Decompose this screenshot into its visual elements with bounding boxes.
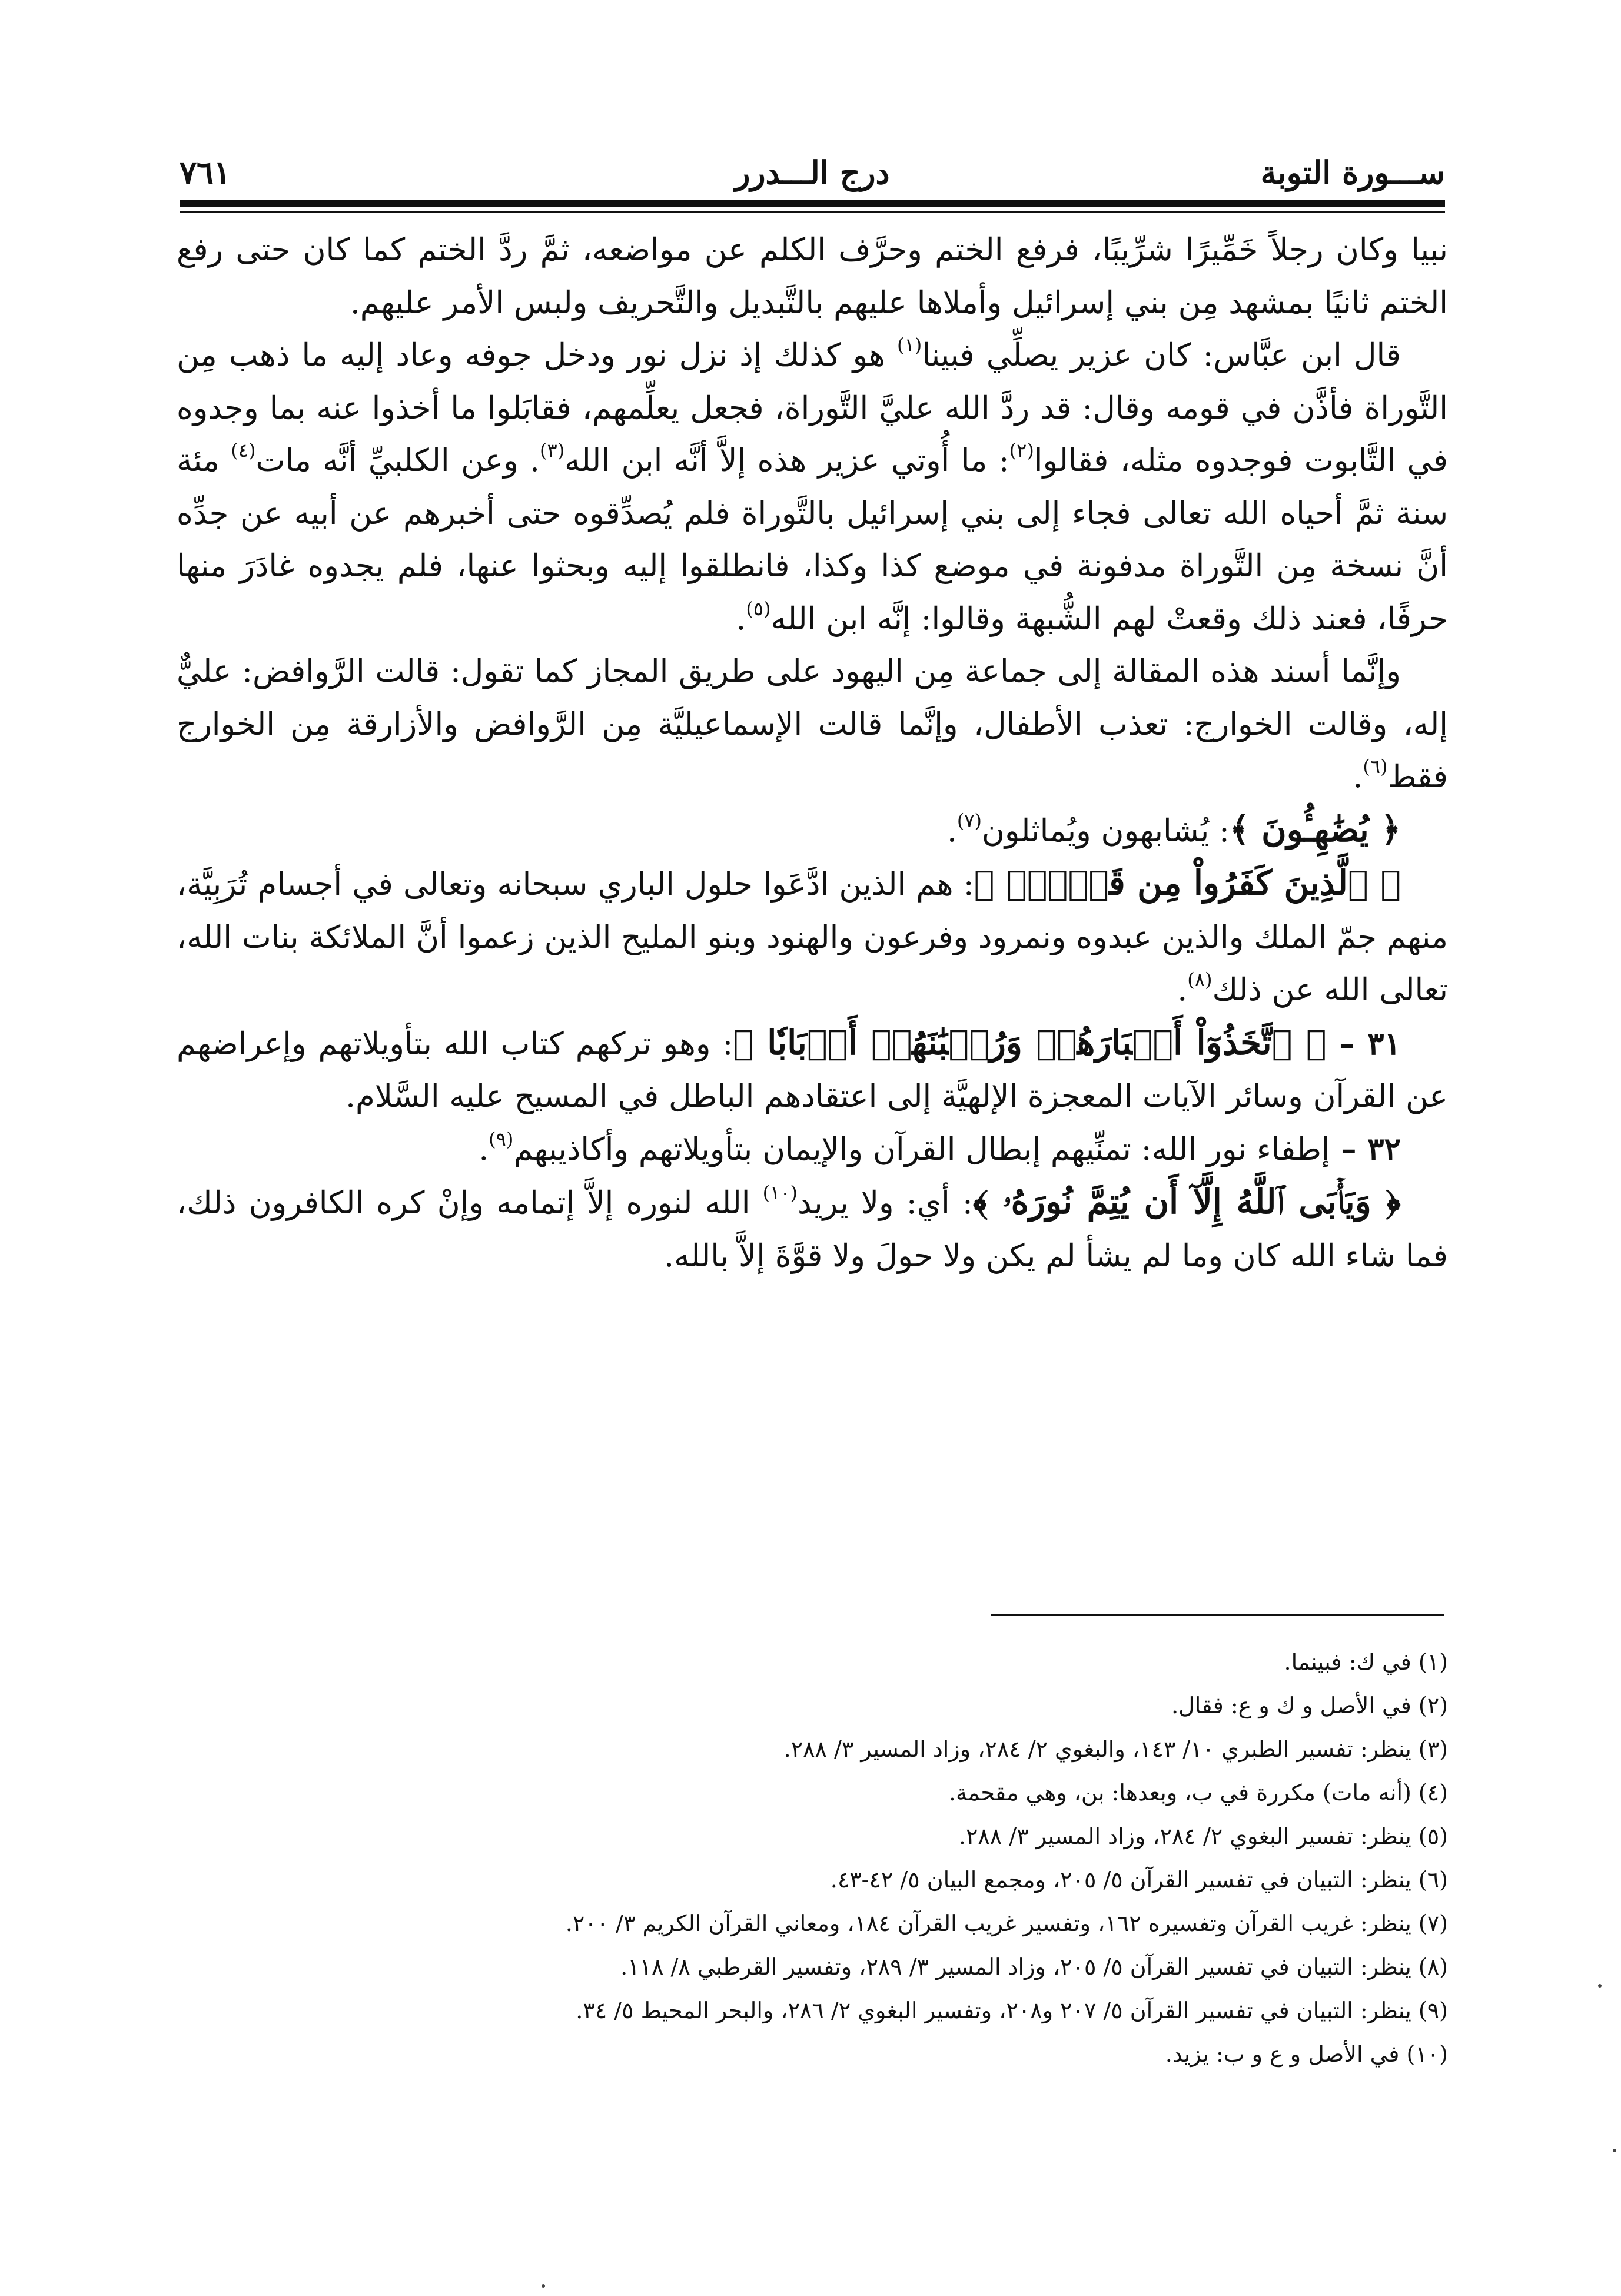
footnote: (١٠) في الأصل و ع و ب: يزيد. bbox=[1165, 2041, 1448, 2067]
footnote: (٩) ينظر: التبيان في تفسير القرآن ٥/ ٢٠٧ و٢٠٨، وتفسير البغوي ٢/ ٢٨٦، والبحر المحيط ٥/ ٣٤. bbox=[576, 1998, 1448, 2023]
text-run: نبيا وكان رجلاً خَمِّيرًا شرِّيبًا، فرفع الختم وحرَّف الكلم عن مواضعه، ثمَّ ردَّ الختم كما كان حتى رفع الختم ثانيًا بمشهد مِن بني إسرائيل وأملاها عليهم بالتَّبديل والتَّحريف ولبس الأمر عليهم. bbox=[177, 232, 1448, 321]
footnote-ref[interactable]: (٣) bbox=[540, 439, 565, 462]
footnote-ref[interactable]: (١) bbox=[897, 334, 922, 356]
text-run: . bbox=[736, 600, 746, 637]
text-run: . bbox=[946, 812, 957, 849]
header-rule-thick bbox=[180, 200, 1445, 207]
paragraph bbox=[177, 1176, 1448, 1282]
verse-number: ٣١ – bbox=[1326, 1025, 1401, 1062]
surah-title: ســـورة التوبة bbox=[1260, 154, 1445, 191]
paragraph bbox=[177, 329, 1448, 645]
paragraph bbox=[177, 645, 1448, 804]
text-run: مئة سنة ثمَّ أحياه الله تعالى فجاء إلى بني إسرائيل بالتَّوراة فلم يُصدِّقوه حتى أخبرهم عن أبيه عن جدِّه أنَّ نسخة مِن التَّوراة مدفونة في موضع كذا وكذا، فانطلقوا إليه وبحثوا عنها، فلم يجدوه غادَرَ منها حرفًا، فعند ذلك وقعتْ لهم الشُّبهة وقالوا: إنَّه ابن الله bbox=[177, 443, 1448, 637]
running-header bbox=[180, 146, 1445, 199]
text-run: : وهو تركهم كتاب الله بتأويلاتهم وإعراضهم عن القرآن وسائر الآيات المعجزة الإلهيَّة إلى اعتقادهم الباطل في المسيح عليه السَّلام. bbox=[177, 1026, 1448, 1114]
footnote-ref[interactable]: (٢) bbox=[1009, 439, 1034, 462]
footnote-ref[interactable]: (١٠) bbox=[762, 1182, 798, 1204]
text-run: : أي: ولا يريد bbox=[798, 1185, 973, 1221]
footnote-separator bbox=[991, 1614, 1444, 1616]
text-run: : ما أُوتي عزير هذه إلاَّ أنَّه ابن الله bbox=[564, 443, 1009, 479]
footnotes bbox=[177, 1640, 1448, 2076]
text-run: وإنَّما أسند هذه المقالة إلى جماعة مِن اليهود على طريق المجاز كما تقول: قالت الرَّوافض: عليٌّ إله، وقالت الخوارج: تعذب الأطفال، وإنَّما قالت الإسماعيليَّة مِن الرَّوافض والأزارقة مِن الخوارج فقط bbox=[177, 653, 1448, 795]
footnote-ref[interactable]: (٤) bbox=[231, 439, 256, 462]
footnote: (٦) ينظر: التبيان في تفسير القرآن ٥/ ٢٠٥، ومجمع البيان ٥/ ٤٢-٤٣. bbox=[830, 1867, 1448, 1893]
scan-speck bbox=[1613, 2149, 1616, 2152]
main-text bbox=[177, 224, 1448, 1282]
footnote: (٥) ينظر: تفسير البغوي ٢/ ٢٨٤، وزاد المسير ٣/ ٢٨٨. bbox=[958, 1823, 1448, 1849]
quran-quote: ﴿ وَيَأۡبَى ٱللَّهُ إِلَّآ أَن يُتِمَّ نُورَهُۥ ﴾ bbox=[972, 1182, 1401, 1222]
footnote-ref[interactable]: (٧) bbox=[956, 809, 982, 832]
quran-quote: ﴿ ٱلَّذِينَ كَفَرُواْ مِن قَبۡلُۚ ﴾ bbox=[974, 863, 1401, 903]
scan-speck bbox=[1598, 1984, 1602, 1988]
footnote: (٨) ينظر: التبيان في تفسير القرآن ٥/ ٢٠٥، وزاد المسير ٣/ ٢٨٩، وتفسير القرطبي ٨/ ١١٨. bbox=[620, 1954, 1448, 1980]
footnote: (٧) ينظر: غريب القرآن وتفسيره ١٦٢، وتفسير غريب القرآن ١٨٤، ومعاني القرآن الكريم ٣/ ٢٠٠. bbox=[565, 1910, 1448, 1936]
text-run: قال ابن عبَّاس: كان عزير يصلِّي فبينا bbox=[922, 337, 1401, 373]
footnote-ref[interactable]: (٨) bbox=[1187, 968, 1213, 991]
scan-speck bbox=[542, 2284, 545, 2288]
footnote-ref[interactable]: (٦) bbox=[1363, 755, 1388, 778]
footnote: (٢) في الأصل و ك و ع: فقال. bbox=[1171, 1693, 1448, 1718]
paragraph bbox=[177, 1017, 1448, 1123]
paragraph bbox=[177, 224, 1448, 329]
page-number: ٧٦١ bbox=[180, 154, 231, 191]
text-run: إطفاء نور الله: تمنِّيهم إبطال القرآن والإيمان بتأويلاتهم وأكاذيبهم bbox=[513, 1131, 1330, 1167]
paragraph bbox=[177, 804, 1448, 858]
footnote: (١) في ك: فبينما. bbox=[1284, 1649, 1448, 1675]
book-title: درج الـــدرر bbox=[735, 154, 890, 191]
text-run: . bbox=[1177, 972, 1188, 1008]
text-run: الله لنوره إلاَّ إتمامه وإنْ كره الكافرون ذلك، فما شاء الله كان وما لم يشأ لم يكن ولا حولَ ولا قوَّةَ إلاَّ بالله. bbox=[177, 1185, 1448, 1274]
quran-quote: ﴿ ٱتَّخَذُوٓاْ أَحۡبَارَهُمۡ وَرُهۡبَٰنَهُمۡ أَرۡبَابٗا ﴾ bbox=[733, 1022, 1327, 1063]
text-run: . bbox=[479, 1131, 489, 1167]
footnote-ref[interactable]: (٩) bbox=[489, 1127, 514, 1150]
quran-quote: ﴿ يُضَٰهِـُٔونَ ﴾ bbox=[1229, 809, 1401, 850]
text-run: : يُشابهون ويُماثلون bbox=[981, 812, 1230, 849]
text-run: : هم الذين ادَّعَوا حلول الباري سبحانه وتعالى في أجسام تُرَبِيَّة، منهم جمّ الملك والذين عبدوه ونمرود وفرعون والهنود وبنو المليح الذين زعموا أنَّ الملائكة بنات الله، تعالى الله عن ذلك bbox=[177, 867, 1448, 1008]
header-rule-thin bbox=[180, 211, 1445, 213]
text-run: . bbox=[1353, 759, 1363, 795]
paragraph bbox=[177, 857, 1448, 1017]
verse-number: ٣٢ – bbox=[1330, 1130, 1401, 1167]
text-run: هو كذلك إذ نزل نور ودخل جوفه وعاد إليه ما ذهب مِن التَّوراة فأذَّن في قومه وقال: قد ردَّ الله عليَّ التَّوراة، فجعل يعلِّمهم، فقابَلوا ما أخذوا عنه بما وجدوه في التَّابوت فوجدوه مثله، فقالوا bbox=[177, 337, 1448, 479]
paragraph bbox=[177, 1123, 1448, 1176]
footnote: (٤) (أنه مات) مكررة في ب، وبعدها: بن، وهي مقحمة. bbox=[948, 1780, 1448, 1806]
footnote: (٣) ينظر: تفسير الطبري ١٠/ ١٤٣، والبغوي ٢/ ٢٨٤، وزاد المسير ٣/ ٢٨٨. bbox=[783, 1736, 1448, 1762]
text-run: . وعن الكلبيِّ أنَّه مات bbox=[255, 443, 540, 479]
footnote-ref[interactable]: (٥) bbox=[746, 597, 771, 620]
